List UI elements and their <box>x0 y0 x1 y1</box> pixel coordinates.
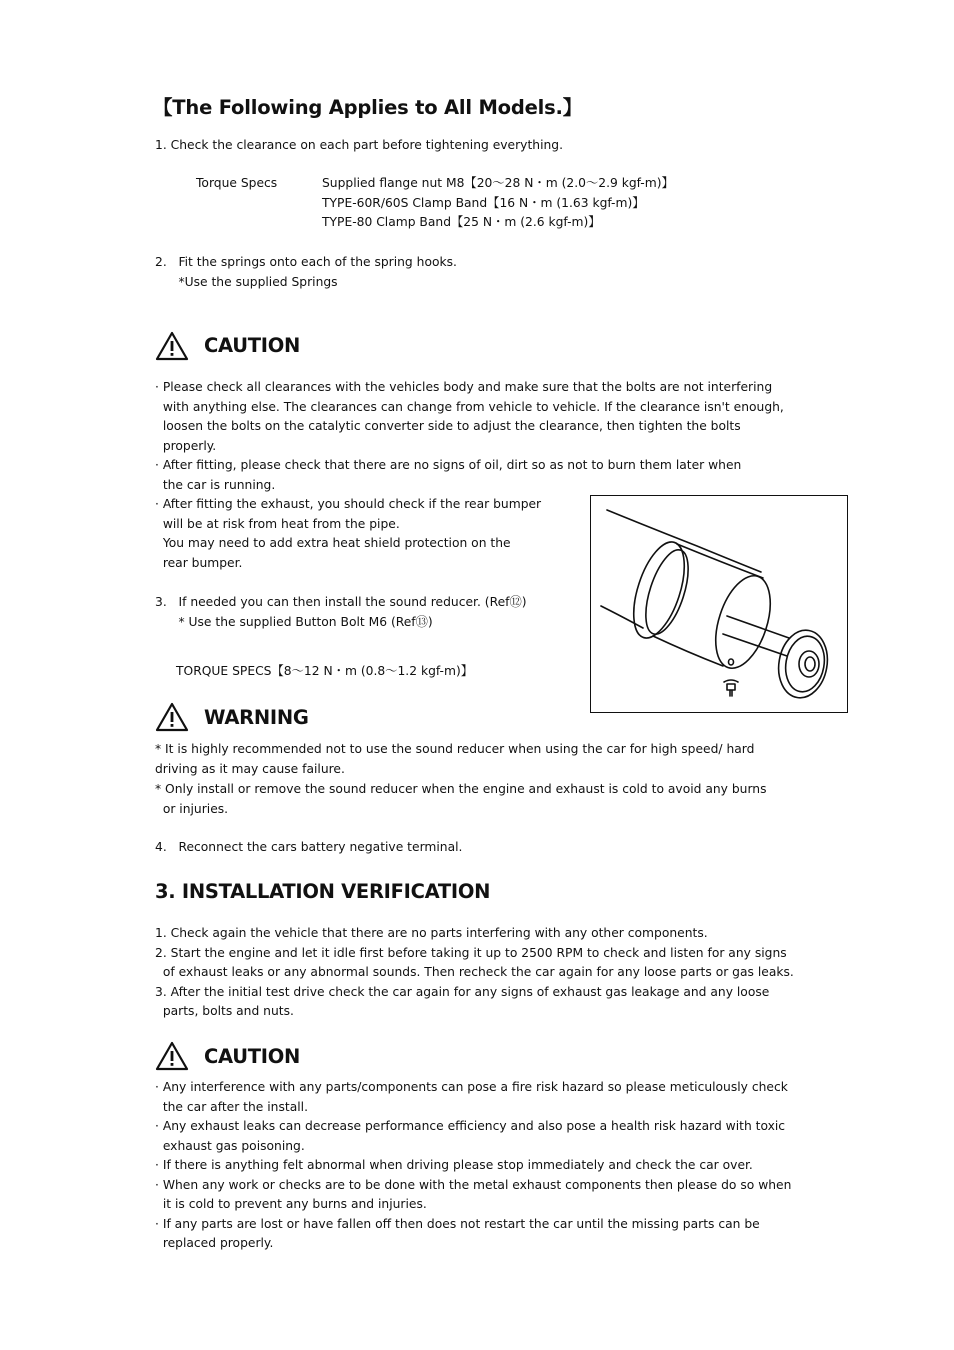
step-1-text: 1. Check the clearance on each part before tightening everything. <box>155 138 563 152</box>
caution-line: loosen the bolts on the catalytic converter side to adjust the clearance, then tighten the bolts <box>155 419 741 433</box>
torque-spec-item: TYPE-80 Clamp Band【25 N・m (2.6 kgf-m)】 <box>322 215 601 229</box>
warning-line: * Only install or remove the sound reducer when the engine and exhaust is cold to avoid any burns <box>155 782 767 796</box>
caution-line: properly. <box>155 438 217 453</box>
caution-line: · If any parts are lost or have fallen off then does not restart the car until the missing parts can be <box>155 1216 760 1231</box>
step-2-line: 2. Fit the springs onto each of the spring hooks. <box>155 255 457 269</box>
caution-heading: CAUTION <box>204 1045 300 1068</box>
step-2-line: *Use the supplied Springs <box>155 274 338 289</box>
caution-line: You may need to add extra heat shield protection on the <box>155 536 511 550</box>
section-3-heading: 3. INSTALLATION VERIFICATION <box>155 880 491 903</box>
step-3-torque: TORQUE SPECS【8〜12 N・m (0.8〜1.2 kgf-m)】 <box>176 664 474 678</box>
caution-line: exhaust gas poisoning. <box>155 1138 305 1153</box>
caution-line: will be at risk from heat from the pipe. <box>155 516 400 531</box>
caution-line: · After fitting the exhaust, you should check if the rear bumper <box>155 497 542 511</box>
verification-line: of exhaust leaks or any abnormal sounds. Then recheck the car again for any loose parts or gas leaks. <box>155 965 794 979</box>
caution-line: · Please check all clearances with the vehicles body and make sure that the bolts are not interfering <box>155 380 773 394</box>
sound-reducer-illustration <box>591 496 847 712</box>
caution-2-body <box>155 1078 791 1254</box>
warning-triangle-icon <box>155 702 189 732</box>
warning-triangle-icon <box>155 1041 189 1071</box>
caution-line: · If there is anything felt abnormal when driving please stop immediately and check the car over. <box>155 1158 753 1172</box>
step-3-line: 3. If needed you can then install the sound reducer. (Ref⑫) <box>155 595 527 609</box>
verification-line: parts, bolts and nuts. <box>155 1004 294 1018</box>
torque-spec-item: Supplied flange nut M8【20〜28 N・m (2.0〜2.9 kgf-m)】 <box>322 176 674 190</box>
step-4-text: 4. Reconnect the cars battery negative terminal. <box>155 840 463 854</box>
caution-line: · When any work or checks are to be done with the metal exhaust components then please do so when <box>155 1177 792 1192</box>
step-3 <box>155 593 527 632</box>
caution-line: replaced properly. <box>155 1236 274 1250</box>
caution-line: · Any interference with any parts/components can pose a fire risk hazard so please meticulously check <box>155 1080 788 1094</box>
warning-line: * It is highly recommended not to use the sound reducer when using the car for high speed/ hard <box>155 742 755 756</box>
sound-reducer-figure <box>590 495 848 713</box>
warning-body <box>155 740 767 819</box>
warning-triangle-icon <box>155 331 189 361</box>
verification-line: 3. After the initial test drive check the car again for any signs of exhaust gas leakage and any loose <box>155 984 770 999</box>
caution-line: the car after the install. <box>155 1099 308 1114</box>
page-title: 【The Following Applies to All Models.】 <box>153 96 583 119</box>
verification-steps <box>155 924 794 1022</box>
caution-line: with anything else. The clearances can change from vehicle to vehicle. If the clearance isn't enough, <box>155 399 784 414</box>
caution-line: · Any exhaust leaks can decrease performance efficiency and also pose a health risk hazard with toxic <box>155 1119 786 1133</box>
caution-line: it is cold to prevent any burns and injuries. <box>155 1197 427 1211</box>
step-2 <box>155 253 457 292</box>
warning-line: driving as it may cause failure. <box>155 761 345 776</box>
caution-heading: CAUTION <box>204 334 300 357</box>
torque-spec-item: TYPE-60R/60S Clamp Band【16 N・m (1.63 kgf-m)】 <box>322 195 645 210</box>
warning-heading: WARNING <box>204 706 309 729</box>
caution-line: · After fitting, please check that there are no signs of oil, dirt so as not to burn them later when <box>155 458 742 472</box>
warning-line: or injuries. <box>155 801 229 816</box>
torque-specs-list <box>322 174 674 233</box>
caution-line: the car is running. <box>155 477 276 492</box>
verification-line: 2. Start the engine and let it idle first before taking it up to 2500 RPM to check and listen for any signs <box>155 945 787 960</box>
torque-specs-label: Torque Specs <box>196 176 278 190</box>
step-3-line: * Use the supplied Button Bolt M6 (Ref⑬) <box>155 614 433 629</box>
caution-line: rear bumper. <box>155 555 243 570</box>
verification-line: 1. Check again the vehicle that there are no parts interfering with any other components. <box>155 926 708 940</box>
